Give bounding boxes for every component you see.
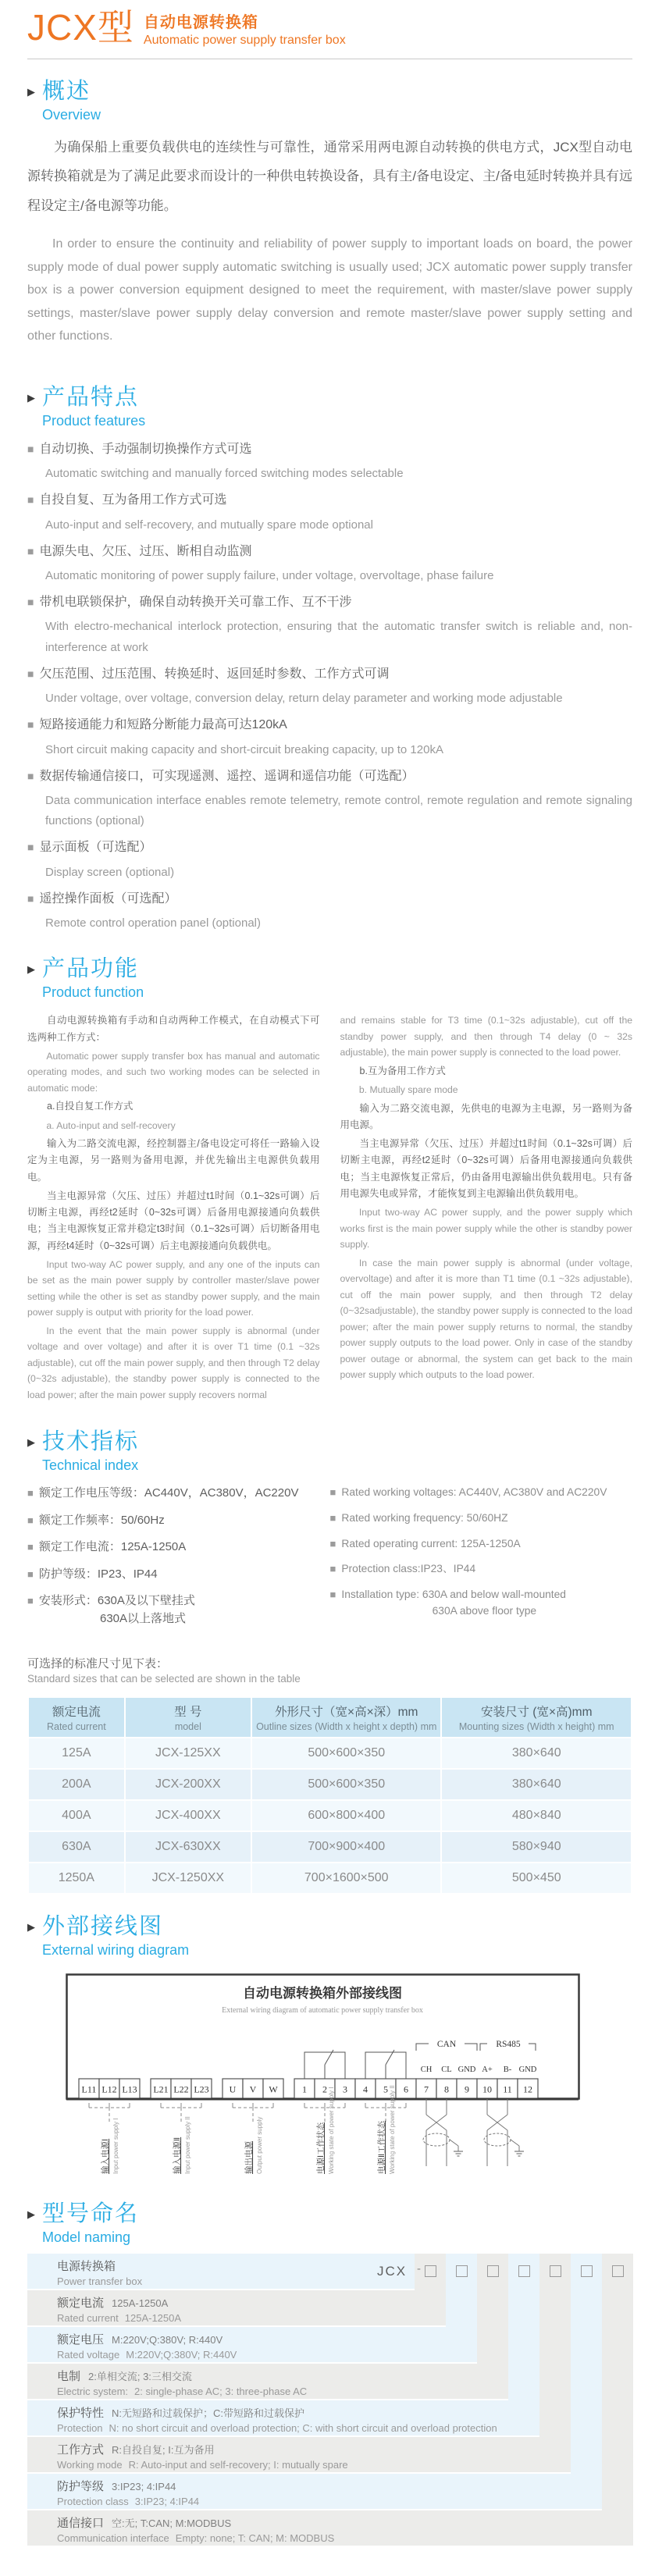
header-cn: 型 号 xyxy=(174,1706,202,1720)
naming-row-line-cn xyxy=(57,2294,446,2311)
table-cell: 500×600×350 xyxy=(251,1769,441,1800)
technical-title-cn: 技术指标 xyxy=(42,1429,140,1455)
naming-row-line-cn xyxy=(57,2404,539,2421)
bullet-square-icon: ■ xyxy=(329,1486,336,1499)
feature-item xyxy=(27,716,632,760)
terminal-label: L22 xyxy=(173,2083,189,2095)
sizes-intro-cn: 可选择的标准尺寸见下表： xyxy=(27,1657,169,1671)
feature-cn-label: 数据传输通信接口，可实现遥测、遥控、遥调和遥信功能（可选配） xyxy=(39,769,415,783)
terminal-label: U xyxy=(229,2083,237,2095)
naming-row-line-en xyxy=(57,2349,477,2361)
technical-item-text: 额定工作电压等级：AC440V，AC380V，AC220V xyxy=(38,1486,299,1500)
feature-text-en: Automatic switching and manually forced switching modes selectable xyxy=(45,467,404,481)
terminal-label: 5 xyxy=(383,2083,388,2095)
terminal-label: 7 xyxy=(424,2083,429,2095)
sizes-column-header xyxy=(251,1697,441,1738)
naming-row xyxy=(27,2510,633,2546)
triangle-marker-icon: ▶ xyxy=(27,86,35,98)
function-paragraph: a. Auto-input and self-recovery xyxy=(46,1119,176,1131)
group-label-cn: 输出电源 xyxy=(245,2140,254,2174)
naming-label-en: Protection class xyxy=(57,2495,129,2507)
naming-row xyxy=(27,2364,508,2399)
rs485-label: RS485 xyxy=(496,2039,521,2049)
naming-stair-strip xyxy=(602,2254,633,2510)
terminal-label: V xyxy=(249,2083,257,2095)
technical-item-text: 额定工作频率：50/60Hz xyxy=(38,1513,165,1527)
sizes-intro-en: Standard sizes that can be selected are shown in the table xyxy=(27,1673,301,1685)
naming-value-en: Empty: none; T: CAN; M: MODBUS xyxy=(175,2532,335,2544)
naming-label-en: Working mode xyxy=(57,2458,123,2471)
terminal-label: 1 xyxy=(302,2083,307,2095)
feature-cn-label: 电源失电、欠压、过压、断相自动监测 xyxy=(39,544,252,558)
feature-item xyxy=(27,491,632,535)
features-title-en: Product features xyxy=(42,412,146,429)
group-label-cn: 电源Ⅰ工作状态 xyxy=(317,2122,326,2174)
terminal-label: 4 xyxy=(363,2083,368,2095)
terminal-label: L12 xyxy=(101,2083,117,2095)
technical-item xyxy=(330,1587,633,1619)
naming-label-cn: 保护特性 xyxy=(57,2406,105,2420)
brand-titles xyxy=(144,8,346,48)
table-row xyxy=(28,1738,632,1769)
terminal-label: L21 xyxy=(153,2083,169,2095)
overview-paragraph-en: In order to ensure the continuity and reliability of power supply to important loads on board, the power supply mode of dual power supply automatic switching is usually used; JCX automatic power supply transfer box is a power conversion equipment designed to meet the requirement, with master/slave power supply settings, master/slave power supply delay conversion and remote master/slave power supply setting and other functions. xyxy=(27,237,632,343)
naming-row-line-en xyxy=(57,2422,539,2434)
cable-shield xyxy=(423,2133,450,2146)
terminal-label: L11 xyxy=(81,2083,97,2095)
terminal-label: 2 xyxy=(322,2083,327,2095)
group-label-en: Input power supply I xyxy=(112,2118,119,2174)
group-label-en: Output power supply xyxy=(256,2116,263,2174)
terminal-label: W xyxy=(269,2083,278,2095)
naming-label-cn: 额定电流 xyxy=(57,2296,105,2310)
naming-stair-strip xyxy=(571,2254,602,2474)
section-wiring xyxy=(27,1915,632,2179)
naming-row xyxy=(27,2327,477,2362)
function-paragraph: In case the main power supply is abnormal (under voltage, overvoltage) and after it is more than T1 time (0.1 ~32s adjustable), cut off the main power supply, and then through T2 delay (0~32sadjustable), the standby power supply is connected to the load power; after the main power supply returns to normal, the standby power supply outputs to the load power. Only in case of the standby power outage or abnormal, the system can get back to the main power supply which outputs to the load power. xyxy=(340,1257,632,1380)
feature-cn-label: 自动切换、手动强制切换操作方式可选 xyxy=(39,442,252,456)
pin-label: CH xyxy=(420,2065,433,2074)
feature-text-en: Short circuit making capacity and short-circuit breaking capacity, up to 120kA xyxy=(45,742,443,756)
naming-row-text xyxy=(27,2364,508,2397)
diagram-title-en: External wiring diagram of automatic power supply transfer box xyxy=(222,2005,423,2015)
sizes-block xyxy=(27,1656,632,1895)
naming-row-line-en xyxy=(57,2275,415,2287)
section-function xyxy=(27,957,632,1405)
sizes-column-header xyxy=(28,1697,125,1738)
naming-row xyxy=(27,2437,571,2472)
feature-text-cn xyxy=(27,665,632,683)
overview-header xyxy=(27,80,632,123)
bullet-square-icon: ■ xyxy=(329,1588,336,1600)
naming-label-cn: 电制 xyxy=(57,2369,81,2383)
technical-item xyxy=(330,1561,633,1578)
table-cell: 125A xyxy=(28,1738,125,1769)
terminal-label: 10 xyxy=(482,2083,492,2095)
feature-item xyxy=(27,838,632,882)
feature-item xyxy=(27,440,632,484)
naming-label-cn: 防护等级 xyxy=(57,2479,105,2493)
section-features xyxy=(27,386,632,934)
technical-header xyxy=(27,1430,632,1474)
bullet-square-icon: ■ xyxy=(329,1537,336,1550)
naming-row xyxy=(27,2290,446,2325)
bullet-square-icon: ■ xyxy=(27,667,34,680)
technical-item-text: 安装形式：630A及以下壁挂式 xyxy=(38,1594,195,1608)
naming-row-line-cn xyxy=(57,2478,602,2494)
table-cell: JCX-1250XX xyxy=(125,1863,251,1894)
feature-text-cn xyxy=(27,838,632,856)
pin-label: B- xyxy=(503,2065,512,2074)
function-paragraph: b.互为备用工作方式 xyxy=(359,1065,446,1076)
feature-cn-label: 欠压范围、过压范围、转换延时、返回延时参数、工作方式可调 xyxy=(39,667,390,681)
table-cell: 1250A xyxy=(28,1863,125,1894)
table-cell: 400A xyxy=(28,1800,125,1831)
function-column-right xyxy=(340,1010,633,1405)
naming-value-cn: 125A-1250A xyxy=(112,2297,169,2309)
section-naming xyxy=(27,2202,632,2548)
naming-hyphen: - xyxy=(417,2261,421,2275)
table-cell: 580×940 xyxy=(441,1831,632,1863)
technical-item-text: Installation type: 630A and below wall-mounted xyxy=(341,1588,566,1600)
naming-label-cn: 工作方式 xyxy=(57,2443,105,2457)
triangle-marker-icon: ▶ xyxy=(27,1921,35,1934)
naming-value-cn: 2:单相交流; 3:三相交流 xyxy=(88,2370,192,2382)
technical-item xyxy=(27,1485,330,1503)
header-en: Mounting sizes (Width x height) mm xyxy=(458,1721,614,1733)
bullet-square-icon: ■ xyxy=(329,1511,336,1524)
technical-item xyxy=(330,1510,633,1527)
naming-value-cn: 3:IP23; 4:IP44 xyxy=(112,2480,176,2492)
naming-prefix: JCX xyxy=(377,2263,408,2279)
bullet-square-icon: ■ xyxy=(329,1563,336,1575)
sizes-column-header xyxy=(441,1697,632,1738)
section-technical xyxy=(27,1430,632,1637)
feature-item xyxy=(27,593,632,658)
group-label-en: Input power supply II xyxy=(184,2116,191,2174)
feature-text-cn xyxy=(27,767,632,785)
technical-item-text2: 630A above floor type xyxy=(432,1604,537,1617)
naming-value-en: 125A-1250A xyxy=(124,2311,182,2324)
function-paragraph: Automatic power supply transfer box has manual and automatic operating modes, and such two working modes can be selected in automatic mode: xyxy=(27,1050,320,1094)
technical-item xyxy=(330,1485,633,1501)
naming-label-en: Protection xyxy=(57,2421,103,2434)
function-title-en: Product function xyxy=(42,984,144,1001)
header-en: model xyxy=(174,1721,201,1733)
bullet-square-icon: ■ xyxy=(27,1514,34,1526)
technical-item-text2: 630A以上落地式 xyxy=(100,1611,187,1625)
naming-value-en: 2: single-phase AC; 3: three-phase AC xyxy=(134,2385,308,2397)
feature-text-en: Remote control operation panel (optional) xyxy=(45,916,261,930)
triangle-marker-icon: ▶ xyxy=(27,1436,35,1449)
can-label: CAN xyxy=(436,2039,457,2049)
features-list xyxy=(27,440,632,934)
naming-row-line-cn xyxy=(57,2258,415,2274)
table-cell: JCX-400XX xyxy=(125,1800,251,1831)
function-paragraph: Input two-way AC power supply, and the power supply which works first is the main power supply while the other is standby power supply. xyxy=(340,1207,632,1250)
bullet-square-icon: ■ xyxy=(27,1541,34,1553)
triangle-marker-icon: ▶ xyxy=(27,963,35,976)
terminal-label: L13 xyxy=(122,2083,137,2095)
table-cell: 380×640 xyxy=(441,1769,632,1800)
naming-code-box xyxy=(425,2265,436,2277)
pin-label: GND xyxy=(458,2065,476,2074)
feature-item xyxy=(27,665,632,709)
technical-item-text: Rated operating current: 125A-1250A xyxy=(341,1537,521,1550)
wiring-title-en: External wiring diagram xyxy=(42,1941,190,1958)
technical-item-text: Rated working voltages: AC440V, AC380V and AC220V xyxy=(341,1486,607,1499)
naming-value-cn: N:无短路和过载保护；C:带短路和过载保护 xyxy=(112,2407,305,2419)
technical-item xyxy=(27,1592,330,1628)
naming-code-box xyxy=(581,2265,593,2277)
feature-item xyxy=(27,543,632,586)
naming-row-text xyxy=(27,2474,602,2507)
technical-columns xyxy=(27,1485,632,1637)
bullet-square-icon: ■ xyxy=(27,841,34,854)
naming-row-line-en xyxy=(57,2312,446,2324)
naming-label-en: Power transfer box xyxy=(57,2275,143,2287)
wiring-header xyxy=(27,1915,632,1959)
function-paragraph: 自动电源转换箱有手动和自动两种工作模式，在自动模式下可选两种工作方式： xyxy=(27,1015,320,1043)
technical-item xyxy=(27,1512,330,1530)
naming-value-cn: R:自投自复; I:互为备用 xyxy=(112,2443,215,2456)
table-cell: 700×1600×500 xyxy=(251,1863,441,1894)
pin-label: CL xyxy=(441,2065,452,2074)
bullet-square-icon: ■ xyxy=(27,1595,34,1607)
feature-cn-label: 带机电联锁保护，确保自动转换开关可靠工作、互不干涉 xyxy=(39,596,352,610)
overview-title-cn: 概述 xyxy=(42,79,91,104)
group-label-en: Working state of power supply I xyxy=(328,2087,335,2174)
terminal-label: 11 xyxy=(503,2083,512,2095)
pin-label: A+ xyxy=(482,2065,493,2074)
naming-row-line-en xyxy=(57,2496,602,2507)
function-paragraph: Input two-way AC power supply, and any one of the inputs can be set as the main power supply by controller master/slave power setting while the other is set as standby power supply, and the main power supply is output with priority for the load power. xyxy=(27,1258,320,1318)
technical-item-text: 额定工作电流：125A-1250A xyxy=(38,1540,187,1554)
function-columns xyxy=(27,1010,632,1405)
wiring-diagram xyxy=(65,1969,582,2179)
naming-title-en: Model naming xyxy=(42,2229,131,2245)
features-title-cn: 产品特点 xyxy=(42,385,140,411)
naming-row-text xyxy=(27,2290,446,2324)
sizes-table xyxy=(27,1696,632,1895)
technical-item xyxy=(27,1539,330,1557)
naming-stair-strip xyxy=(539,2254,571,2437)
overview-title-en: Overview xyxy=(42,106,101,123)
diagram-title-cn: 自动电源转换箱外部接线图 xyxy=(243,1985,402,2001)
technical-item xyxy=(330,1536,633,1553)
naming-code-box xyxy=(612,2265,624,2277)
technical-list-en xyxy=(330,1485,633,1637)
model-naming-diagram xyxy=(27,2254,634,2548)
function-paragraph: b. Mutually spare mode xyxy=(358,1084,458,1095)
naming-row-line-cn xyxy=(57,2441,571,2457)
table-cell: 380×640 xyxy=(441,1738,632,1769)
naming-value-en: M:220V;Q:380V; R:440V xyxy=(126,2348,237,2361)
naming-label-cn: 电源转换箱 xyxy=(57,2259,116,2273)
bullet-square-icon: ■ xyxy=(27,1567,34,1580)
naming-code-box xyxy=(487,2265,499,2277)
section-overview xyxy=(27,80,632,348)
feature-cn-label: 遥控操作面板（可选配） xyxy=(39,891,177,906)
naming-label-cn: 通信接口 xyxy=(57,2516,105,2530)
table-cell: JCX-125XX xyxy=(125,1738,251,1769)
table-cell: 630A xyxy=(28,1831,125,1863)
group-label-cn: 输入电源Ⅱ xyxy=(173,2137,182,2174)
sizes-column-header xyxy=(125,1697,251,1738)
naming-value-en: N: no short circuit and overload protection; C: with short circuit and overload protection xyxy=(109,2421,497,2434)
terminal-label: 9 xyxy=(465,2083,469,2095)
naming-row-text xyxy=(27,2400,539,2434)
feature-text-cn xyxy=(27,890,632,908)
triangle-marker-icon: ▶ xyxy=(27,2208,35,2220)
technical-item-text: 防护等级：IP23、IP44 xyxy=(38,1567,158,1581)
terminal-label: 6 xyxy=(404,2083,408,2095)
bullet-square-icon: ■ xyxy=(27,718,34,731)
naming-row-line-cn xyxy=(57,2514,633,2531)
shield-ground-lead xyxy=(450,2140,458,2146)
naming-row xyxy=(27,2400,539,2435)
bullet-square-icon: ■ xyxy=(27,891,34,905)
bullet-square-icon: ■ xyxy=(27,544,34,557)
terminal-label: 12 xyxy=(523,2083,532,2095)
naming-value-en: 3:IP23; 4:IP44 xyxy=(134,2495,200,2507)
naming-row-text xyxy=(27,2254,415,2287)
shield-ground-lead xyxy=(511,2140,519,2146)
naming-row-line-cn xyxy=(57,2331,477,2347)
header-en: Rated current xyxy=(46,1721,106,1733)
feature-text-cn xyxy=(27,543,632,560)
group-label-en: Working state of power supply II xyxy=(389,2085,396,2174)
technical-item-text: Protection class:IP23、IP44 xyxy=(341,1563,476,1575)
feature-text-cn xyxy=(27,440,632,458)
function-paragraph: 输入为二路交流电源，经控制器主/备电设定可将任一路输入设定为主电源，另一路则为备用电源，并优先输出主电源供负载用电。 xyxy=(27,1138,320,1183)
function-title-cn: 产品功能 xyxy=(42,956,140,982)
table-cell: JCX-200XX xyxy=(125,1769,251,1800)
feature-text-cn xyxy=(27,716,632,734)
table-cell: 200A xyxy=(28,1769,125,1800)
header-cn: 外形尺寸（宽×高×深）mm xyxy=(275,1706,418,1720)
naming-row xyxy=(27,2474,602,2509)
naming-row-text xyxy=(27,2327,477,2361)
technical-item-text: Rated working frequency: 50/60HZ xyxy=(341,1511,508,1524)
naming-row-line-en xyxy=(57,2386,508,2397)
header-cn: 安装尺寸 (宽×高)mm xyxy=(480,1706,593,1720)
table-cell: 480×840 xyxy=(441,1800,632,1831)
wiring-title-cn: 外部接线图 xyxy=(42,1914,164,1940)
table-row xyxy=(28,1831,632,1863)
table-cell: 500×450 xyxy=(441,1863,632,1894)
naming-value-cn: M:220V;Q:380V; R:440V xyxy=(112,2333,223,2346)
function-paragraph: 当主电源异常（欠压、过压）并超过t1时间（0.1~32s可调）后切断主电源，再经t2延时（0~32s可调）后备用电源接通向负载供电；当主电源恢复正常并稳定t3时间（0.1~32s可调）后切断备用电源，再经t4延时（0~32s可调）后主电源接通向负载供电。 xyxy=(27,1190,320,1251)
cable-shield xyxy=(484,2133,511,2146)
features-header xyxy=(27,386,632,429)
brand-title-en: Automatic power supply transfer box xyxy=(143,34,346,47)
table-row xyxy=(28,1863,632,1894)
naming-label-cn: 额定电压 xyxy=(57,2332,105,2347)
brand-header xyxy=(27,8,632,48)
naming-value-en: R: Auto-input and self-recovery; I: mutually spare xyxy=(128,2458,348,2471)
naming-label-en: Electric system: xyxy=(57,2385,129,2397)
feature-cn-label: 显示面板（可选配） xyxy=(39,841,152,855)
naming-label-en: Rated current xyxy=(57,2311,119,2324)
naming-code-box xyxy=(550,2265,561,2277)
terminal-label: 3 xyxy=(343,2083,347,2095)
table-cell: 700×900×400 xyxy=(251,1831,441,1863)
group-label-cn: 电源Ⅱ工作状态 xyxy=(378,2120,386,2174)
header-en: Outline sizes (Width x height x depth) mm xyxy=(256,1721,437,1733)
function-paragraph: a.自投自复工作方式 xyxy=(47,1101,134,1112)
technical-list-cn xyxy=(27,1485,330,1637)
brand-title-cn: 自动电源转换箱 xyxy=(143,14,258,31)
naming-code-box xyxy=(456,2265,468,2277)
technical-title-en: Technical index xyxy=(42,1457,139,1474)
triangle-marker-icon: ▶ xyxy=(27,392,35,404)
feature-item xyxy=(27,767,632,832)
naming-title-cn: 型号命名 xyxy=(42,2201,140,2226)
feature-text-cn xyxy=(27,593,632,611)
bullet-square-icon: ■ xyxy=(27,769,34,782)
naming-row-line-en xyxy=(57,2532,633,2544)
feature-text-en: With electro-mechanical interlock protection, ensuring that the automatic transfer switch is reliable and, non-interference at work xyxy=(45,620,632,654)
feature-text-en: Data communication interface enables remote telemetry, remote control, remote regulation and remote signaling functions (optional) xyxy=(45,793,632,828)
feature-text-en: Auto-input and self-recovery, and mutually spare mode optional xyxy=(45,518,373,532)
feature-cn-label: 自投自复、互为备用工作方式可选 xyxy=(39,493,227,507)
group-label-cn: 输入电源Ⅰ xyxy=(101,2138,110,2174)
function-paragraph: and remains stable for T3 time (0.1~32s adjustable), cut off the standby power supply, and then through T4 delay (0 ~ 32s adjustable), the main power supply is connected to the load power. xyxy=(340,1015,632,1059)
feature-cn-label: 短路接通能力和短路分断能力最高可达120kA xyxy=(39,718,287,732)
naming-label-en: Communication interface xyxy=(57,2532,169,2544)
function-column-left xyxy=(27,1010,320,1405)
table-cell: 500×600×350 xyxy=(251,1738,441,1769)
table-row xyxy=(28,1769,632,1800)
feature-text-en: Display screen (optional) xyxy=(45,865,175,879)
table-cell: 600×800×400 xyxy=(251,1800,441,1831)
naming-row-text xyxy=(27,2437,571,2471)
brand-model: JCX型 xyxy=(27,7,134,48)
table-cell: JCX-630XX xyxy=(125,1831,251,1863)
feature-text-en: Under voltage, over voltage, conversion delay, return delay parameter and working mode adjustable xyxy=(45,692,563,706)
bullet-square-icon: ■ xyxy=(27,596,34,609)
naming-code-box xyxy=(518,2265,530,2277)
bullet-square-icon: ■ xyxy=(27,442,34,455)
function-paragraph: 输入为二路交流电源，先供电的电源为主电源，另一路则为备用电源。 xyxy=(340,1102,632,1130)
naming-row-line-en xyxy=(57,2459,571,2471)
naming-row-text xyxy=(27,2510,633,2544)
table-row xyxy=(28,1800,632,1831)
function-paragraph: In the event that the main power supply is abnormal (under voltage and over voltage) and after it is over T1 time (0.1 ~32s adjustable), cut off the main power supply, and then through T2 delay (0~32s adjustable), the standby power supply is connected to the load power; after the main power supply recovers normal xyxy=(27,1325,320,1400)
bullet-square-icon: ■ xyxy=(27,1487,34,1500)
naming-label-en: Rated voltage xyxy=(57,2348,120,2361)
naming-header xyxy=(27,2202,632,2246)
naming-value-cn: 空:无; T:CAN; M:MODBUS xyxy=(112,2517,232,2529)
terminal-label: L23 xyxy=(194,2083,209,2095)
overview-paragraph-cn: 为确保船上重要负载供电的连续性与可靠性，通常采用两电源自动转换的供电方式，JCX型自动电源转换箱就是为了满足此要求而设计的一种供电转换设备，具有主/备电设定、主/备电延时转换并具有远程设定主/备电源等功能。 xyxy=(27,139,632,213)
function-paragraph: 当主电源异常（欠压、过压）并超过t1时间（0.1~32s可调）后切断主电源，再经t2延时（0~32s可调）后备用电源接通向负载供电；当主电源恢复正常后，仍由备用电源输出供负载用电。只有备用电源失电或异常，才能恢复到主电源输出供负载用电。 xyxy=(340,1138,632,1199)
naming-row xyxy=(27,2254,415,2289)
technical-item xyxy=(27,1566,330,1584)
function-header xyxy=(27,957,632,1001)
naming-row-line-cn xyxy=(57,2368,508,2384)
terminal-label: 8 xyxy=(444,2083,449,2095)
pin-label: GND xyxy=(518,2065,537,2074)
header-cn: 额定电流 xyxy=(52,1706,101,1720)
bullet-square-icon: ■ xyxy=(27,493,34,507)
feature-text-cn xyxy=(27,491,632,509)
feature-item xyxy=(27,890,632,934)
feature-text-en: Automatic monitoring of power supply failure, under voltage, overvoltage, phase failure xyxy=(45,568,494,582)
